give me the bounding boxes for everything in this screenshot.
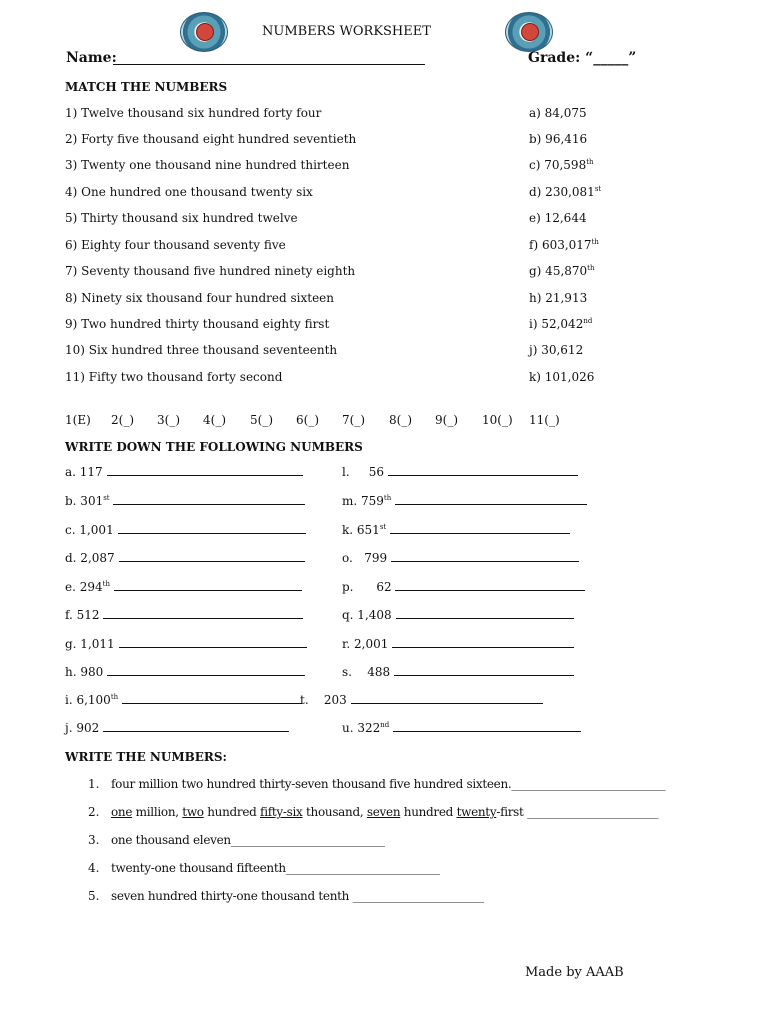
answer-blank[interactable] (351, 693, 543, 704)
list-item: a) 84,075 (529, 106, 587, 120)
list-item: g. 1,011 (65, 637, 307, 651)
list-item: t. 203 (300, 693, 543, 707)
list-item: twenty-one thousand fifteenth___________________________ (111, 861, 440, 875)
list-item: e. 294th (65, 580, 302, 594)
list-item: r. 2,001 (342, 637, 574, 651)
answer-blank[interactable] (395, 580, 585, 591)
answer-blank[interactable] (119, 551, 305, 562)
answer-slot[interactable]: 8(_) (389, 413, 412, 427)
answer-slot[interactable]: 2(_) (111, 413, 134, 427)
list-item: d) 230,081st (529, 185, 602, 199)
answer-slot[interactable]: 10(_) (482, 413, 513, 427)
list-item: one million, two hundred fifty-six thousand, seven hundred twenty-first _______________________ (111, 805, 659, 819)
list-item-number: 2. (88, 805, 100, 819)
list-item: four million two hundred thirty-seven thousand five hundred sixteen.___________________________ (111, 777, 666, 791)
list-item: 4) One hundred one thousand twenty six (65, 185, 313, 199)
list-item-number: 3. (88, 833, 100, 847)
list-item: seven hundred thirty-one thousand tenth _______________________ (111, 889, 484, 903)
answer-blank[interactable] (390, 523, 570, 534)
list-item: 7) Seventy thousand five hundred ninety eighth (65, 264, 356, 278)
answer-slot[interactable]: 4(_) (203, 413, 226, 427)
answer-blank[interactable] (107, 665, 305, 676)
list-item: 11) Fifty two thousand forty second (65, 370, 283, 384)
answer-blank[interactable] (122, 693, 302, 704)
list-item: k) 101,026 (529, 370, 595, 384)
list-item: j. 902 (65, 721, 289, 735)
worksheet-title: NUMBERS WORKSHEET (262, 24, 431, 39)
list-item: c. 1,001 (65, 523, 306, 537)
answer-blank[interactable] (114, 580, 302, 591)
grade-label: Grade: “_____” (528, 50, 637, 66)
list-item: c) 70,598th (529, 158, 594, 172)
list-item: 3) Twenty one thousand nine hundred thirteen (65, 158, 350, 172)
list-item: q. 1,408 (342, 608, 574, 622)
list-item: u. 322nd (342, 721, 581, 735)
list-item: i) 52,042nd (529, 317, 593, 331)
answer-blank[interactable] (391, 551, 579, 562)
answer-blank[interactable] (394, 665, 574, 676)
answer-slot[interactable]: 5(_) (250, 413, 273, 427)
list-item: o. 799 (342, 551, 579, 565)
list-item-number: 1. (88, 777, 100, 791)
list-item: b) 96,416 (529, 132, 588, 146)
list-item: 10) Six hundred three thousand seventeenth (65, 343, 338, 357)
answer-blank[interactable] (119, 637, 307, 648)
list-item: e) 12,644 (529, 211, 587, 225)
author-credit: Made by AAAB (525, 965, 624, 980)
answer-blank[interactable] (113, 494, 305, 505)
list-item: one thousand eleven___________________________ (111, 833, 385, 847)
list-item: d. 2,087 (65, 551, 305, 565)
list-item: i. 6,100th (65, 693, 302, 707)
list-item: 1) Twelve thousand six hundred forty four (65, 106, 322, 120)
list-item: s. 488 (342, 665, 574, 679)
list-item: f. 512 (65, 608, 303, 622)
answer-slot[interactable]: 6(_) (296, 413, 319, 427)
list-item: g) 45,870th (529, 264, 595, 278)
answer-blank[interactable] (392, 637, 574, 648)
answer-blank[interactable] (103, 721, 289, 732)
answer-blank[interactable] (103, 608, 303, 619)
answer-blank[interactable] (395, 494, 587, 505)
list-item: h) 21,913 (529, 291, 588, 305)
write-numbers-heading: WRITE THE NUMBERS: (65, 750, 227, 764)
answer-slot[interactable]: 11(_) (529, 413, 560, 427)
answer-blank[interactable] (393, 721, 581, 732)
match-heading: MATCH THE NUMBERS (65, 80, 228, 94)
answer-slot[interactable]: 9(_) (435, 413, 458, 427)
list-item: m. 759th (342, 494, 587, 508)
list-item: f) 603,017th (529, 238, 599, 252)
list-item: b. 301st (65, 494, 305, 508)
answer-slot[interactable]: 3(_) (157, 413, 180, 427)
list-item: a. 117 (65, 465, 303, 479)
list-item: 9) Two hundred thirty thousand eighty first (65, 317, 330, 331)
list-item-number: 4. (88, 861, 100, 875)
list-item: p. 62 (342, 580, 585, 594)
list-item: j) 30,612 (529, 343, 584, 357)
answer-slot[interactable]: 1(E) (65, 413, 91, 427)
answer-slot[interactable]: 7(_) (342, 413, 365, 427)
answer-blank[interactable] (388, 465, 578, 476)
name-label: Name: (66, 50, 117, 66)
list-item: 6) Eighty four thousand seventy five (65, 238, 286, 252)
list-item: 2) Forty five thousand eight hundred seventieth (65, 132, 357, 146)
school-seal-left (180, 12, 228, 52)
list-item: l. 56 (342, 465, 578, 479)
school-seal-right (505, 12, 553, 52)
answer-blank[interactable] (107, 465, 303, 476)
list-item: k. 651st (342, 523, 570, 537)
answer-blank[interactable] (118, 523, 306, 534)
list-item: 8) Ninety six thousand four hundred sixteen (65, 291, 334, 305)
write-down-heading: WRITE DOWN THE FOLLOWING NUMBERS (65, 440, 363, 454)
list-item: h. 980 (65, 665, 305, 679)
list-item-number: 5. (88, 889, 100, 903)
answer-blank[interactable] (396, 608, 574, 619)
list-item: 5) Thirty thousand six hundred twelve (65, 211, 298, 225)
name-field[interactable] (113, 52, 425, 65)
